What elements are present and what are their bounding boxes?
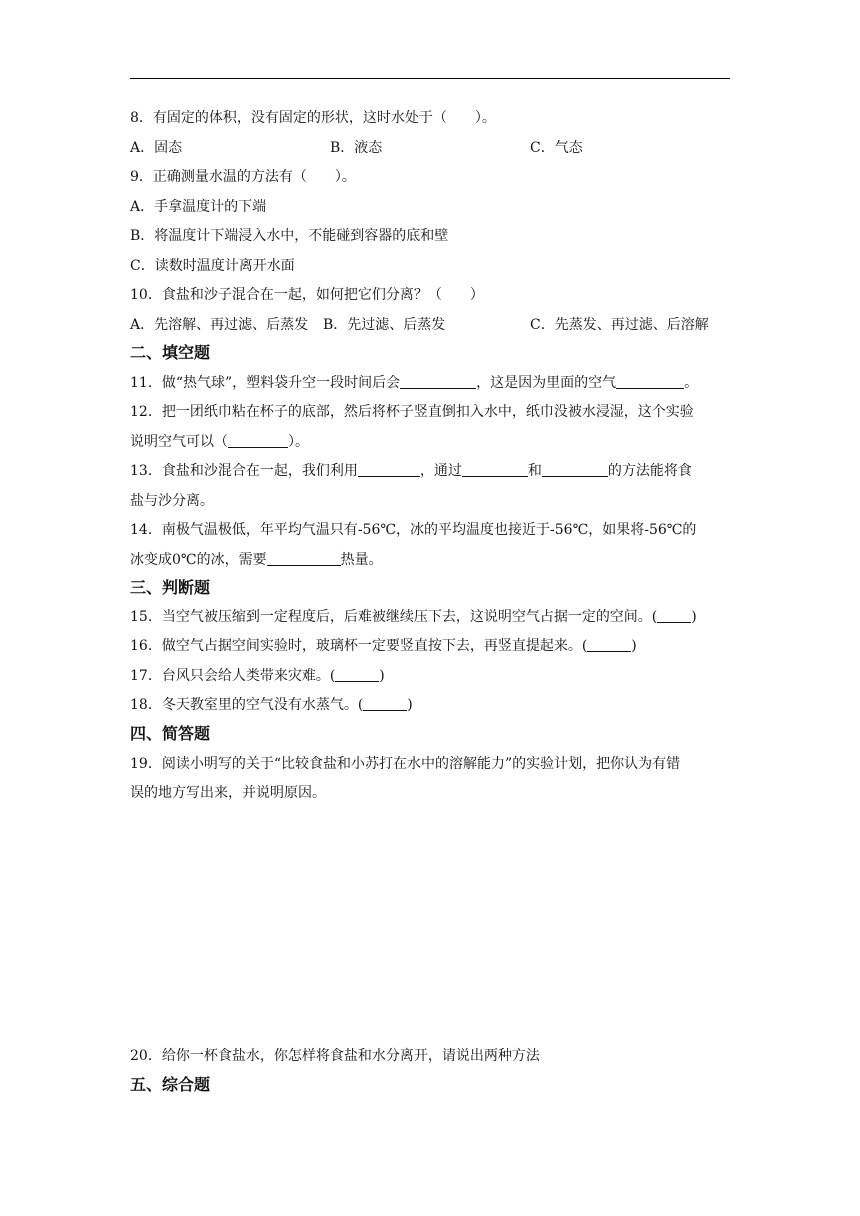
question-12-suffix: ）。 [288, 434, 309, 450]
question-16-close: ) [631, 638, 637, 654]
option-9b: B．将温度计下端浸入水中，不能碰到容器的底和壁 [130, 228, 449, 244]
question-14-suffix: 热量。 [340, 552, 383, 568]
question-13-part2: ，通过 [419, 463, 462, 479]
question-17-close: ) [379, 668, 385, 684]
section-heading-comprehensive: 五、综合题 [130, 1075, 211, 1094]
answer-blank[interactable] [542, 462, 608, 477]
option-9a: A．手拿温度计的下端 [130, 199, 267, 215]
question-18-close: ) [407, 697, 413, 713]
section-heading-short-answer: 四、简答题 [130, 724, 211, 743]
question-14-line1: 14．南极气温极低，年平均气温只有-56℃，冰的平均温度也接近于-56℃，如果将-56℃的 [130, 522, 697, 538]
answer-blank[interactable] [462, 462, 528, 477]
question-15-text: 15．当空气被压缩到一定程度后，后难被继续压下去，这说明空气占据一定的空间。( [130, 609, 658, 625]
question-15 [130, 607, 730, 627]
answer-blank[interactable] [267, 551, 341, 566]
answer-blank[interactable] [335, 667, 379, 682]
question-13-line1 [130, 461, 730, 481]
question-13-part3: 和 [527, 463, 542, 479]
question-16-text: 16．做空气占据空间实验时，玻璃杯一定要竖直按下去，再竖直提起来。( [130, 638, 588, 654]
option-8b: B．液态 [330, 140, 383, 156]
question-18 [130, 695, 730, 715]
answer-blank[interactable] [363, 696, 407, 711]
question-13-line2: 盐与沙分离。 [130, 493, 214, 509]
question-12-line1: 12．把一团纸巾粘在杯子的底部，然后将杯子竖直倒扣入水中，纸巾没被水浸湿，这个实验 [130, 404, 694, 420]
option-10b: B．先过滤、后蒸发 [323, 317, 446, 333]
option-8a: A．固态 [130, 140, 183, 156]
answer-blank[interactable] [616, 374, 684, 389]
option-8c: C．气态 [530, 140, 583, 156]
question-19-line2: 误的地方写出来，并说明原因。 [130, 785, 326, 801]
question-13-part4: 的方法能将食 [607, 463, 692, 479]
question-13-part1: 13．食盐和沙混合在一起，我们利用 [130, 463, 358, 479]
question-11 [130, 373, 730, 393]
answer-blank[interactable] [228, 433, 288, 448]
header-rule [130, 78, 730, 79]
question-9-stem: 9．正确测量水温的方法有（ ）。 [130, 169, 356, 185]
question-8-stem: 8．有固定的体积，没有固定的形状，这时水处于（ ）。 [130, 110, 496, 126]
question-17 [130, 666, 730, 686]
question-14-line2 [130, 550, 730, 570]
question-17-text: 17．台风只会给人类带来灾难。( [130, 668, 336, 684]
question-14-prefix: 冰变成0℃的冰，需要 [130, 552, 267, 568]
question-11-part1: 11．做“热气球”，塑料袋升空一段时间后会 [130, 375, 401, 391]
question-12-line2 [130, 432, 730, 452]
option-10a: A．先溶解、再过滤、后蒸发 [130, 317, 309, 333]
question-18-text: 18．冬天教室里的空气没有水蒸气。( [130, 697, 364, 713]
question-15-close: ) [691, 609, 697, 625]
question-11-part2: ，这是因为里面的空气 [476, 375, 617, 391]
question-11-part3: 。 [684, 375, 699, 391]
question-20: 20．给你一杯食盐水，你怎样将食盐和水分离开，请说出两种方法 [130, 1048, 540, 1064]
question-12-prefix: 说明空气可以（ [130, 434, 228, 450]
question-19-line1: 19．阅读小明写的关于“比较食盐和小苏打在水中的溶解能力”的实验计划，把你认为有错 [130, 756, 681, 772]
option-10c: C．先蒸发、再过滤、后溶解 [530, 317, 709, 333]
option-9c: C．读数时温度计离开水面 [130, 258, 295, 274]
answer-blank[interactable] [400, 374, 476, 389]
section-heading-fill-in: 二、填空题 [130, 343, 211, 362]
question-16 [130, 636, 730, 656]
answer-blank[interactable] [657, 608, 691, 623]
answer-blank[interactable] [587, 637, 631, 652]
section-heading-true-false: 三、判断题 [130, 578, 211, 597]
question-10-stem: 10．食盐和沙子混合在一起，如何把它们分离？（ ） [130, 287, 484, 303]
answer-blank[interactable] [358, 462, 420, 477]
